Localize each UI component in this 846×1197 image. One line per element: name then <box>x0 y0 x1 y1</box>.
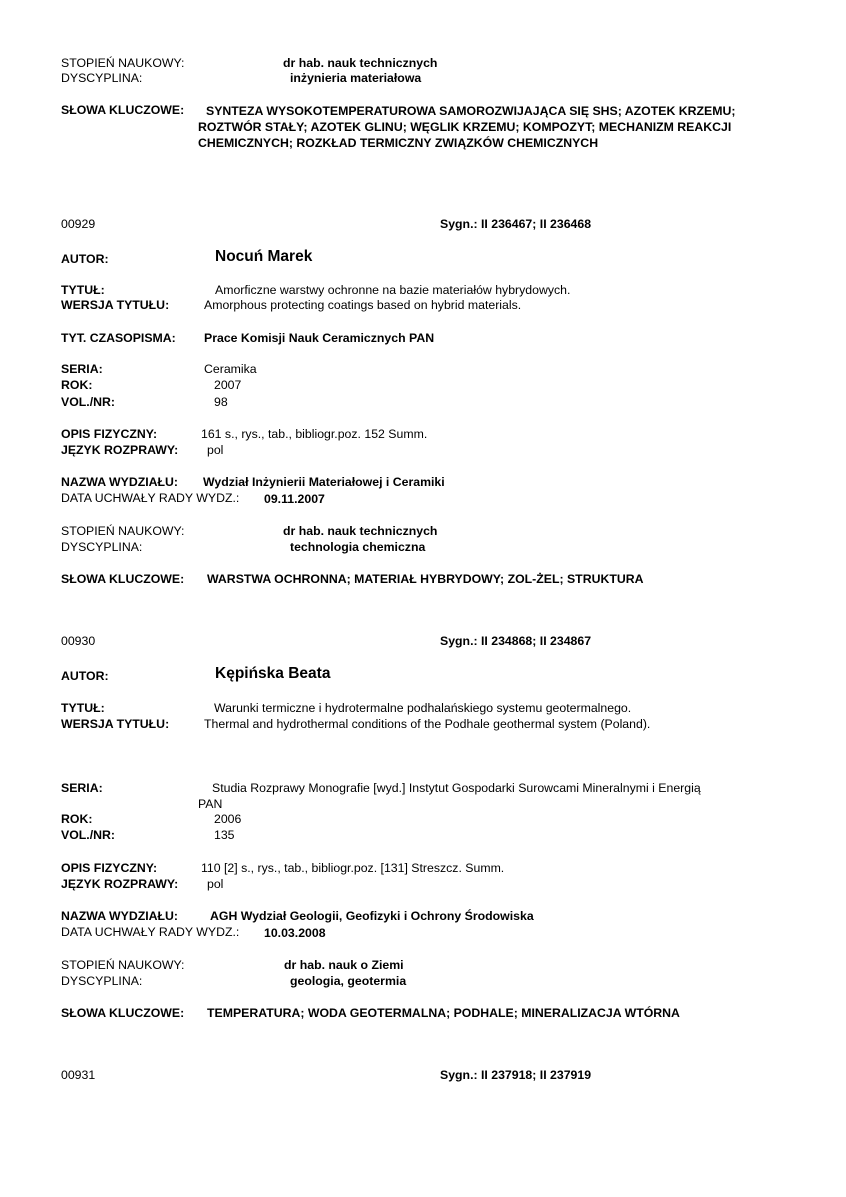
title-version-value: Thermal and hydrothermal conditions of the Podhale geothermal system (Poland). <box>204 717 651 731</box>
discipline-value: inżynieria materiałowa <box>290 71 422 85</box>
journal-label: TYT. CZASOPISMA: <box>61 331 176 345</box>
discipline-label: DYSCYPLINA: <box>61 974 143 988</box>
year-value: 2007 <box>214 378 242 392</box>
series-label: SERIA: <box>61 362 103 376</box>
year-value: 2006 <box>214 812 242 826</box>
resolution-date-value: 09.11.2007 <box>264 492 325 506</box>
discipline-value: technologia chemiczna <box>290 540 426 554</box>
author-label: AUTOR: <box>61 669 109 683</box>
language-label: JĘZYK ROZPRAWY: <box>61 443 179 457</box>
keywords-label: SŁOWA KLUCZOWE: <box>61 572 185 586</box>
series-label: SERIA: <box>61 781 103 795</box>
keywords-label: SŁOWA KLUCZOWE: <box>61 103 185 117</box>
degree-label: STOPIEŃ NAUKOWY: <box>61 958 185 972</box>
keywords-label: SŁOWA KLUCZOWE: <box>61 1006 185 1020</box>
physical-label: OPIS FIZYCZNY: <box>61 427 158 441</box>
author-name: Nocuń Marek <box>215 248 313 265</box>
keywords-value: SYNTEZA WYSOKOTEMPERATUROWA SAMOROZWIJAJĄCA SIĘ SHS; AZOTEK KRZEMU; ROZTWÓR STAŁY; AZOTEK GLINU; WĘGLIK KRZEMU; KOMPOZYT; MECHANIZM REAKCJI CHEMICZNYCH; ROZKŁAD TERMICZNY ZWIĄZKÓW CHEMICZNYCH <box>198 104 736 150</box>
entry-number: 00931 <box>61 1068 96 1082</box>
discipline-value: geologia, geotermia <box>290 974 407 988</box>
language-label: JĘZYK ROZPRAWY: <box>61 877 179 891</box>
faculty-value: AGH Wydział Geologii, Geofizyki i Ochrony Środowiska <box>210 909 534 923</box>
discipline-label: DYSCYPLINA: <box>61 540 143 554</box>
author-name: Kępińska Beata <box>215 665 331 682</box>
title-version-label: WERSJA TYTUŁU: <box>61 717 170 731</box>
title-version-label: WERSJA TYTUŁU: <box>61 298 170 312</box>
faculty-label: NAZWA WYDZIAŁU: <box>61 909 179 923</box>
entry-number: 00929 <box>61 217 96 231</box>
physical-label: OPIS FIZYCZNY: <box>61 861 158 875</box>
year-label: ROK: <box>61 812 93 826</box>
degree-value: dr hab. nauk o Ziemi <box>284 958 404 972</box>
language-value: pol <box>207 877 224 891</box>
resolution-date-label: DATA UCHWAŁY RADY WYDZ.: <box>61 925 240 939</box>
vol-label: VOL./NR: <box>61 828 115 842</box>
faculty-label: NAZWA WYDZIAŁU: <box>61 475 179 489</box>
title-version-value: Amorphous protecting coatings based on hybrid materials. <box>204 298 522 312</box>
keywords-value: WARSTWA OCHRONNA; MATERIAŁ HYBRYDOWY; ZOL-ŻEL; STRUKTURA <box>207 572 644 586</box>
title-value: Amorficzne warstwy ochronne na bazie materiałów hybrydowych. <box>215 283 571 297</box>
degree-value: dr hab. nauk technicznych <box>283 56 438 70</box>
signature: Sygn.: II 236467; II 236468 <box>440 217 592 231</box>
language-value: pol <box>207 443 224 457</box>
title-value: Warunki termiczne i hydrotermalne podhalańskiego systemu geotermalnego. <box>214 701 632 715</box>
series-value-line1: Studia Rozprawy Monografie [wyd.] Instytut Gospodarki Surowcami Mineralnymi i Energią <box>212 781 701 795</box>
faculty-value: Wydział Inżynierii Materiałowej i Ceramiki <box>203 475 445 489</box>
resolution-date-value: 10.03.2008 <box>264 926 326 940</box>
entry-number: 00930 <box>61 634 96 648</box>
signature: Sygn.: II 234868; II 234867 <box>440 634 592 648</box>
degree-value: dr hab. nauk technicznych <box>283 524 438 538</box>
title-label: TYTUŁ: <box>61 701 105 715</box>
vol-value: 98 <box>214 395 228 409</box>
author-label: AUTOR: <box>61 252 109 266</box>
physical-value: 110 [2] s., rys., tab., bibliogr.poz. [131] Streszcz. Summ. <box>201 861 505 875</box>
series-value-line2: PAN <box>198 797 223 811</box>
year-label: ROK: <box>61 378 93 392</box>
vol-value: 135 <box>214 828 235 842</box>
keywords-value: TEMPERATURA; WODA GEOTERMALNA; PODHALE; MINERALIZACJA WTÓRNA <box>207 1006 680 1020</box>
series-value: Ceramika <box>204 362 257 376</box>
signature: Sygn.: II 237918; II 237919 <box>440 1068 592 1082</box>
journal-value: Prace Komisji Nauk Ceramicznych PAN <box>204 331 435 345</box>
degree-label: STOPIEŃ NAUKOWY: <box>61 524 185 538</box>
vol-label: VOL./NR: <box>61 395 115 409</box>
discipline-label: DYSCYPLINA: <box>61 71 143 85</box>
degree-label: STOPIEŃ NAUKOWY: <box>61 56 185 70</box>
physical-value: 161 s., rys., tab., bibliogr.poz. 152 Summ. <box>201 427 428 441</box>
resolution-date-label: DATA UCHWAŁY RADY WYDZ.: <box>61 491 240 505</box>
title-label: TYTUŁ: <box>61 283 105 297</box>
